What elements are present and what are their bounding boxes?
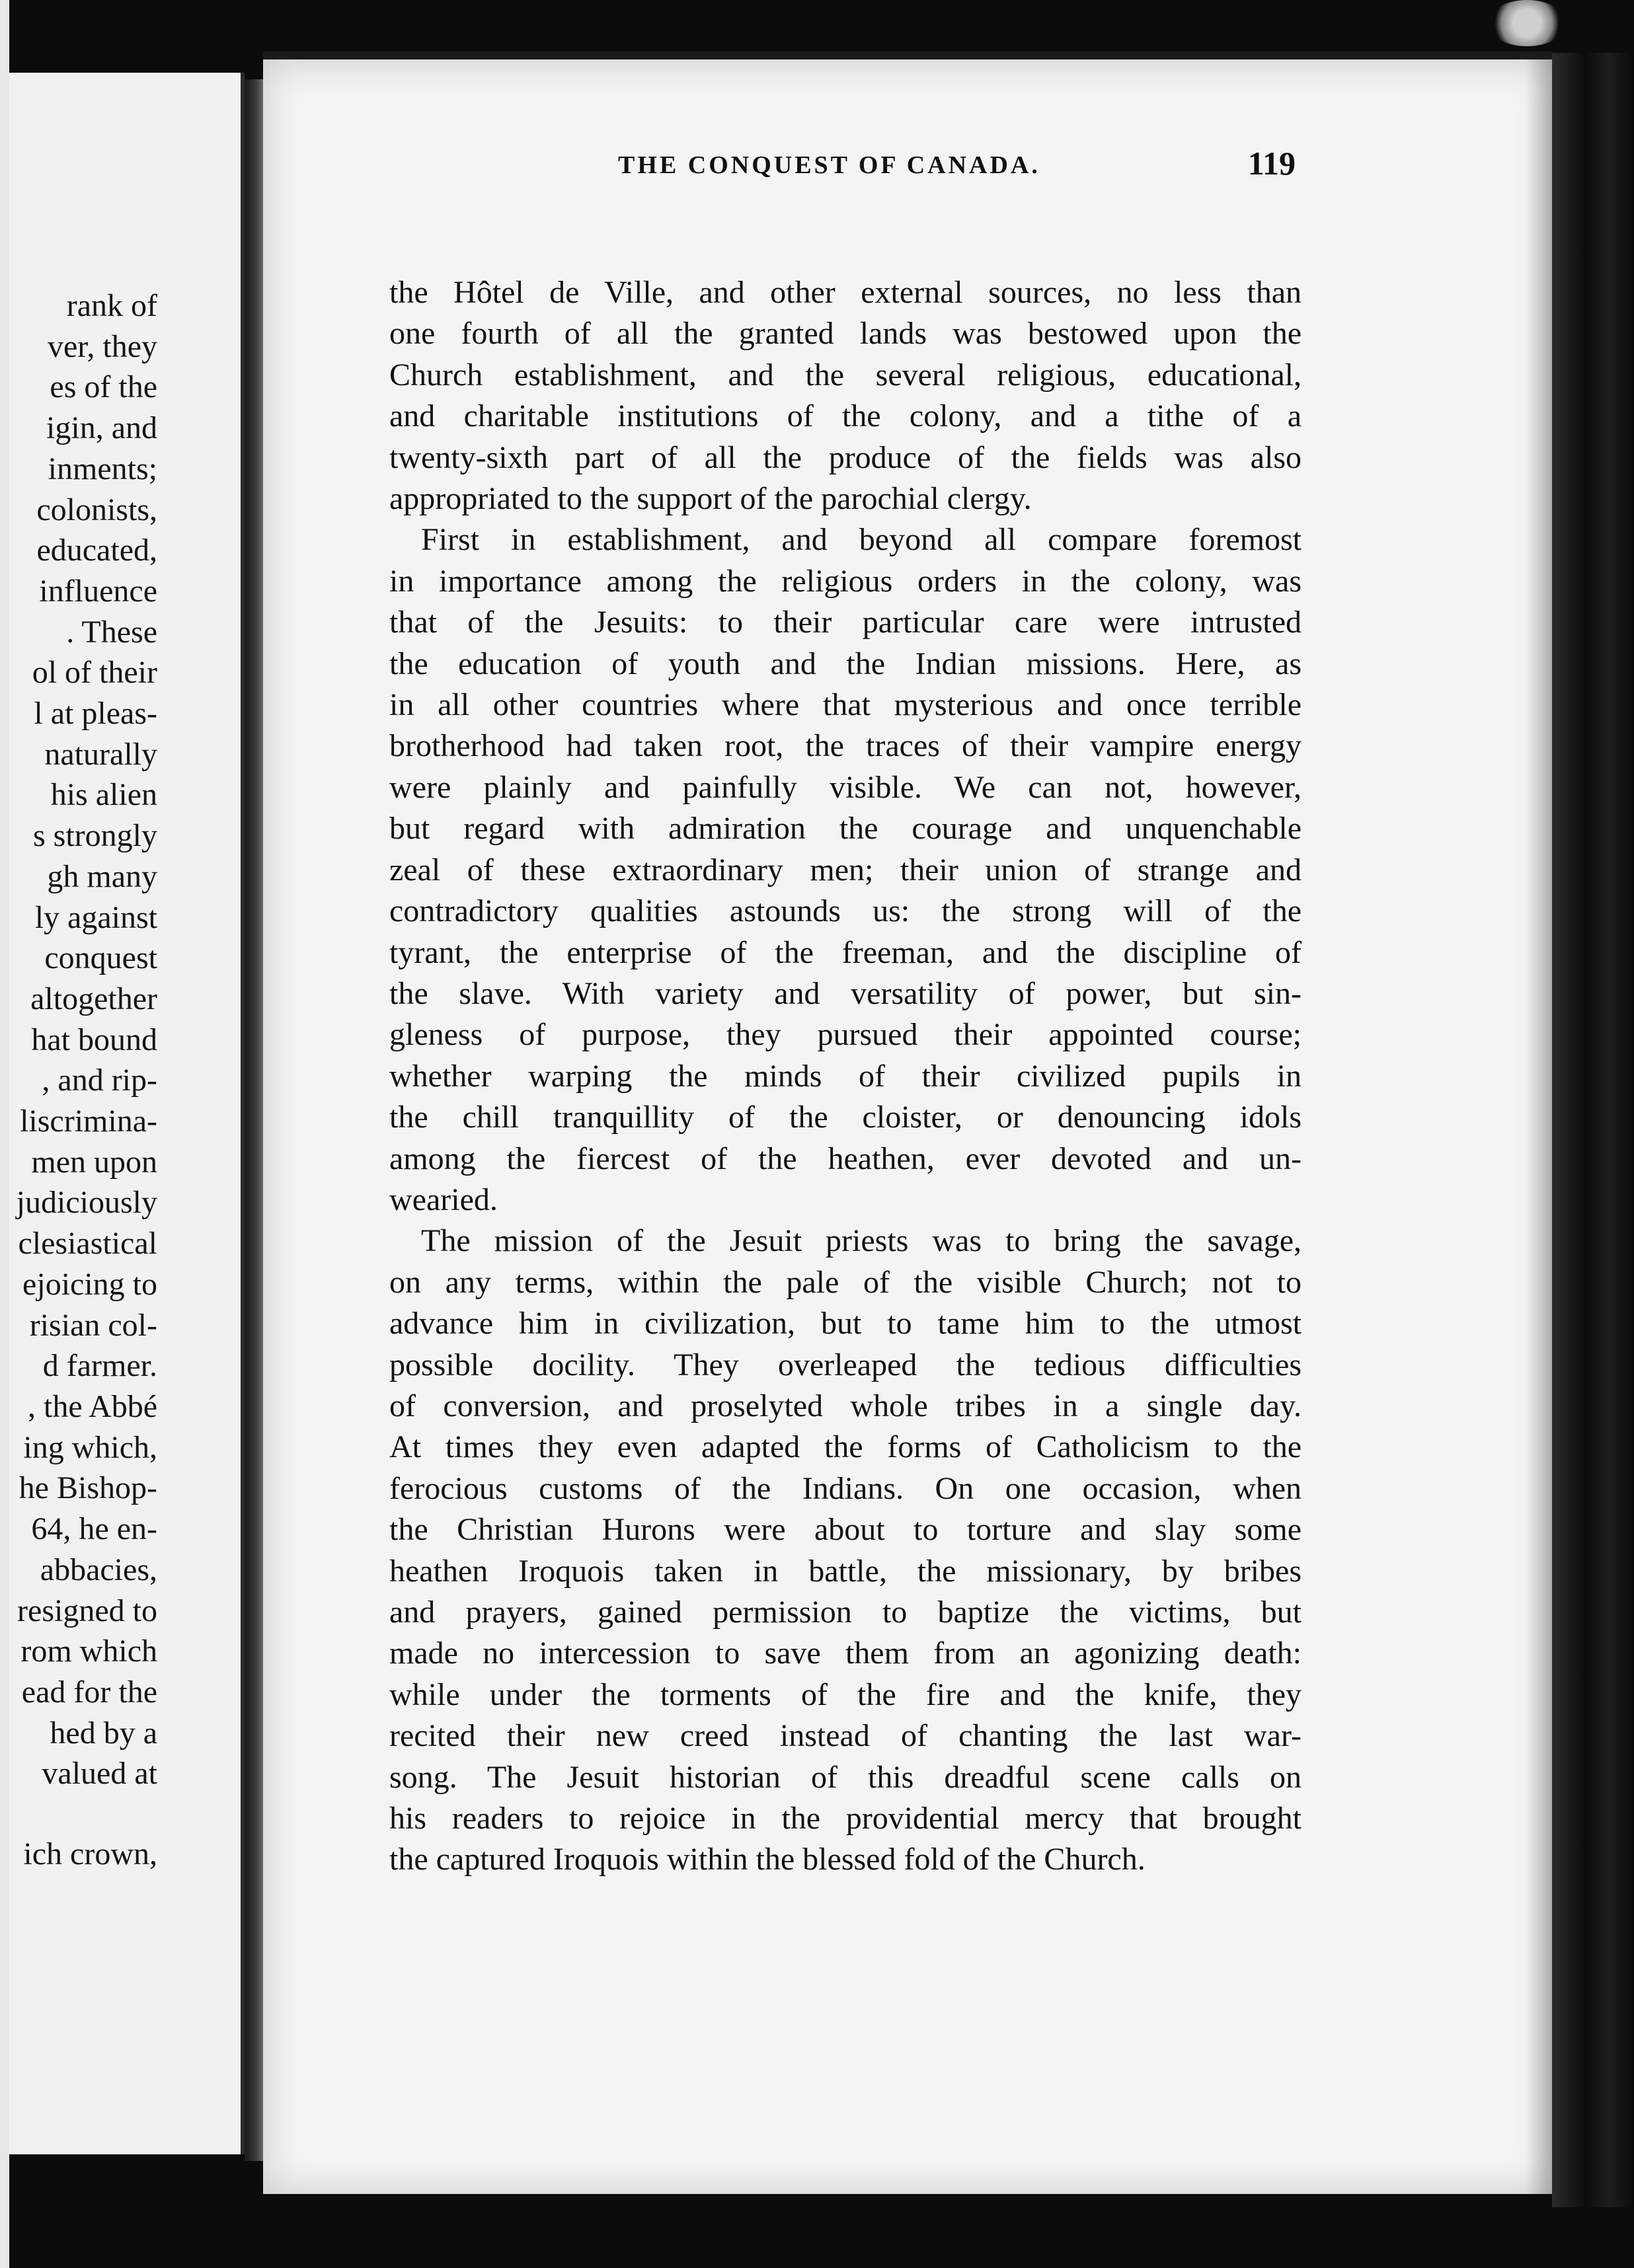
facing-line: liscrimina- <box>20 1104 157 1139</box>
text-line: wearied. <box>389 1182 498 1217</box>
facing-line: rom which <box>20 1634 157 1669</box>
text-line: while under the torments of the fire and the knife, they <box>389 1677 1302 1712</box>
facing-line: ver, they <box>47 328 157 364</box>
facing-line: , and rip- <box>42 1063 157 1098</box>
text-line: the slave. With variety and versatility of power, but sin- <box>389 975 1302 1011</box>
text-line: of conversion, and proselyted whole tribes in a single day. <box>389 1388 1302 1423</box>
facing-line: rank of <box>66 288 157 323</box>
facing-line: gh many <box>47 858 157 894</box>
page-number: 119 <box>1247 145 1296 182</box>
scan-edge <box>0 0 9 2268</box>
text-line: on any terms, within the pale of the visible Church; not to <box>389 1264 1302 1300</box>
text-line: made no intercession to save them from an agonizing death: <box>389 1636 1302 1671</box>
facing-page-text <box>9 285 157 1875</box>
facing-line: educated, <box>36 533 157 568</box>
facing-line: abbacies, <box>40 1552 157 1587</box>
text-line: tyrant, the enterprise of the freeman, and the discipline of <box>389 934 1302 970</box>
facing-line: . These <box>66 614 157 650</box>
facing-line: d farmer. <box>42 1348 157 1384</box>
book-gutter <box>245 79 263 2161</box>
text-line: First in establishment, and beyond all compare foremost <box>421 522 1302 558</box>
page-curl-shadow <box>1526 59 1552 2194</box>
facing-gap <box>9 1794 157 1834</box>
text-line: heathen Iroquois taken in battle, the missionary, by bribes <box>389 1553 1302 1589</box>
text-line: brotherhood had taken root, the traces of their vampire energy <box>389 728 1302 764</box>
facing-line: 64, he en- <box>31 1511 157 1547</box>
facing-line: men upon <box>31 1144 157 1180</box>
facing-line: ing which, <box>23 1429 157 1465</box>
text-line: gleness of purpose, they pursued their appointed course; <box>389 1017 1302 1053</box>
text-line: the Hôtel de Ville, and other external sources, no less than <box>389 275 1302 310</box>
text-line: At times they even adapted the forms of Catholicism to the <box>389 1429 1302 1465</box>
facing-line: judiciously <box>16 1185 157 1221</box>
facing-line: ly against <box>34 899 157 935</box>
facing-line: ich crown, <box>23 1836 157 1872</box>
facing-line: valued at <box>42 1756 157 1792</box>
text-line: ferocious customs of the Indians. On one occasion, when <box>389 1470 1302 1506</box>
book-binding-edge <box>1552 53 1634 2207</box>
facing-line: ol of their <box>32 655 157 691</box>
facing-line: es of the <box>50 369 157 405</box>
facing-line: igin, and <box>46 410 157 446</box>
facing-line: , the Abbé <box>28 1388 157 1424</box>
facing-line: clesiastical <box>18 1226 157 1262</box>
text-line: but regard with admiration the courage and unquenchable <box>389 811 1302 847</box>
facing-line: hat bound <box>31 1022 157 1057</box>
scan-top-shadow <box>263 52 1552 59</box>
text-line: possible docility. They overleaped the tedious difficulties <box>389 1347 1302 1382</box>
facing-line: he Bishop- <box>19 1470 157 1506</box>
facing-line: hed by a <box>50 1715 157 1751</box>
text-line: the captured Iroquois within the blessed fold of the Church. <box>389 1842 1146 1877</box>
text-line: Church establishment, and the several religious, educational, <box>389 357 1302 393</box>
text-line: in importance among the religious orders in the colony, was <box>389 563 1302 599</box>
text-line: twenty-sixth part of all the produce of the fields was also <box>389 439 1302 475</box>
text-line: recited their new creed instead of chanting the last war- <box>389 1718 1302 1754</box>
facing-line: ejoicing to <box>22 1266 157 1302</box>
facing-line: altogether <box>30 981 157 1016</box>
text-line: the education of youth and the Indian missions. Here, as <box>389 646 1302 681</box>
text-line: advance him in civilization, but to tame him to the utmost <box>389 1306 1302 1342</box>
facing-line: risian col- <box>29 1307 157 1343</box>
text-line: The mission of the Jesuit priests was to bring the savage, <box>421 1223 1302 1259</box>
running-title: THE CONQUEST OF CANADA. <box>618 151 1040 179</box>
text-line: and charitable institutions of the colony, and a tithe of a <box>389 398 1302 434</box>
facing-line: conquest <box>44 940 157 976</box>
text-line: the Christian Hurons were about to torture and slay some <box>389 1512 1302 1548</box>
text-line: one fourth of all the granted lands was bestowed upon the <box>389 316 1302 352</box>
text-line: the chill tranquillity of the cloister, or denouncing idols <box>389 1100 1302 1135</box>
facing-line: s strongly <box>32 818 157 854</box>
facing-line: inments; <box>48 451 157 486</box>
text-line: appropriated to the support of the parochial clergy. <box>389 481 1032 517</box>
text-line: his readers to rejoice in the providential mercy that brought <box>389 1801 1302 1836</box>
facing-line: influence <box>39 573 157 609</box>
facing-line: resigned to <box>17 1593 157 1628</box>
text-line: whether warping the minds of their civilized pupils in <box>389 1058 1302 1094</box>
text-line: contradictory qualities astounds us: the strong will of the <box>389 893 1302 929</box>
facing-line: his alien <box>50 777 157 813</box>
facing-line: colonists, <box>36 492 157 527</box>
text-line: and prayers, gained permission to baptize the victims, but <box>389 1595 1302 1630</box>
facing-line: naturally <box>44 736 157 772</box>
facing-line: l at pleas- <box>34 696 157 732</box>
text-line: zeal of these extraordinary men; their union of strange and <box>389 852 1302 888</box>
text-line: among the fiercest of the heathen, ever devoted and un- <box>389 1141 1302 1176</box>
text-line: song. The Jesuit historian of this dreadful scene calls on <box>389 1759 1302 1795</box>
facing-page-left <box>9 73 245 2154</box>
body-text <box>389 272 1302 1881</box>
text-line: were plainly and painfully visible. We can not, however, <box>389 769 1302 805</box>
facing-line: ead for the <box>21 1674 157 1710</box>
running-head <box>354 145 1296 190</box>
text-line: that of the Jesuits: to their particular care were intrusted <box>389 605 1302 640</box>
scan-corner-mark <box>1487 0 1567 46</box>
text-line: in all other countries where that mysterious and once terrible <box>389 687 1302 723</box>
